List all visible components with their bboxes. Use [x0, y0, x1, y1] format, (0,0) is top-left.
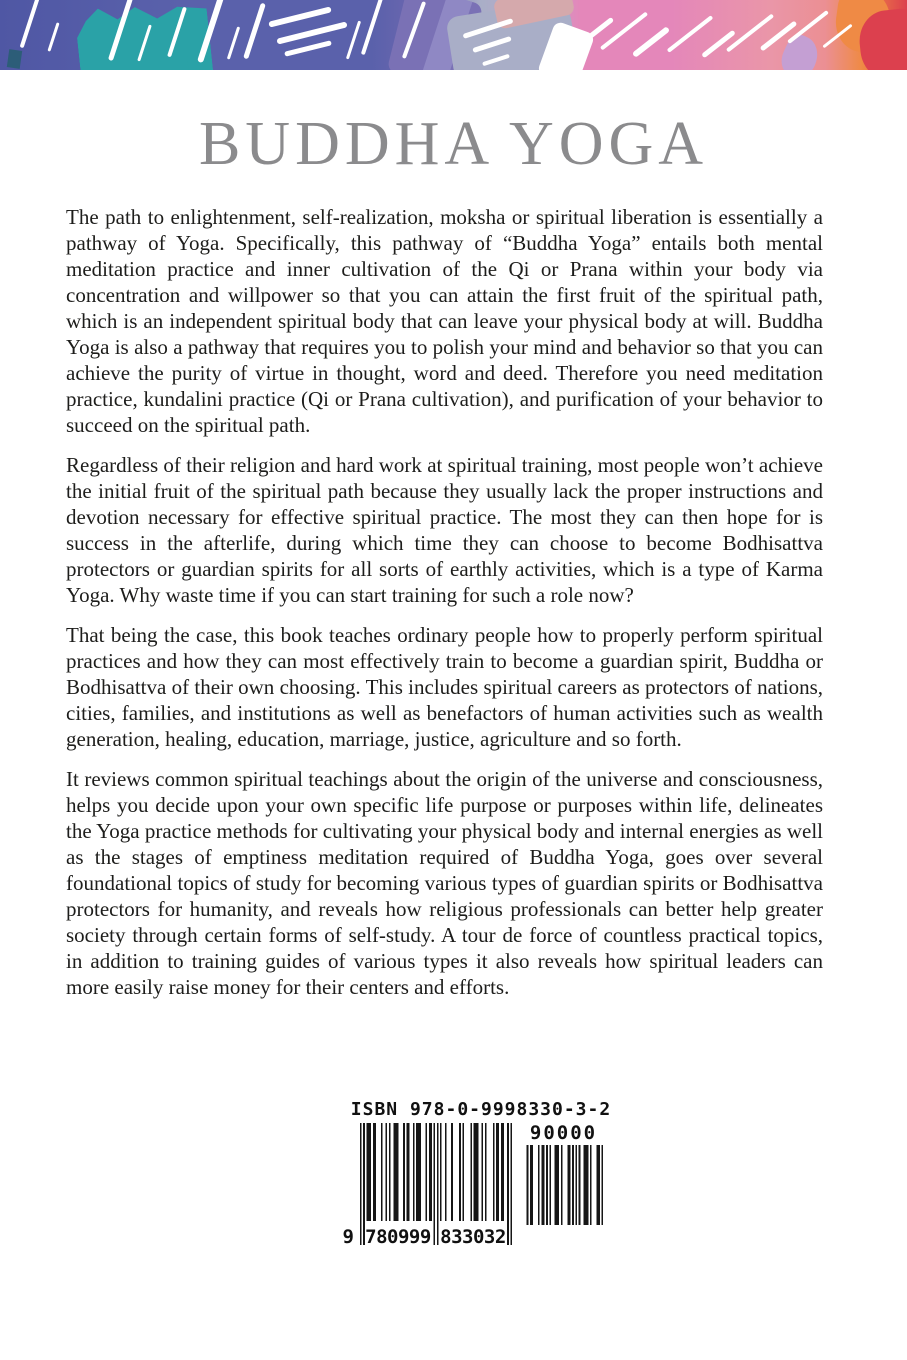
- paint-patch-navy: [7, 49, 22, 69]
- paint-streak: [361, 0, 383, 55]
- paragraph: That being the case, this book teaches ordinary people how to properly perform spiritual practices and how they can most effectively train to become a guardian spirit, Buddha or Bodhisattva of their own choosing. This includes spiritual careers as protectors of nations, cities, families, and institutions as well as benefactors of human activities such as wealth generation, healing, education, marriage, justice, agriculture and so forth.: [66, 623, 823, 752]
- paint-patch-lavender: [776, 31, 825, 70]
- paragraph: The path to enlightenment, self-realization, moksha or spiritual liberation is essentially a pathway of Yoga. Specifically, this pathway of “Buddha Yoga” entails both mental meditation practice and inner cultivation of the Qi or Prana within your body via concentration and willpower so that you can attain the first fruit of the spiritual path, which is an independent spiritual body that can leave your physical body at will. Buddha Yoga is also a pathway that requires you to polish your mind and behavior so that you can achieve the purity of virtue in thought, word and deed. Therefore you need meditation practice, kundalini practice (Qi or Prana cultivation), and purification of your behavior to succeed on the spiritual path.: [66, 205, 823, 438]
- ean5-bars: [525, 1145, 603, 1225]
- barcode-row: [340, 1122, 622, 1248]
- paint-streak: [20, 0, 41, 48]
- back-cover-description: [66, 204, 823, 1000]
- paint-streak: [268, 6, 332, 27]
- paint-streak: [284, 40, 332, 56]
- paint-streak: [346, 21, 361, 60]
- brushstroke-artwork: [0, 0, 907, 70]
- paint-streak: [632, 26, 670, 58]
- ean13-digit-group1: 780999: [365, 1226, 431, 1248]
- book-title: BUDDHA YOGA: [198, 110, 709, 178]
- paint-streak: [276, 21, 347, 44]
- paint-drip: [149, 52, 161, 70]
- ean13-digit-first: 9: [342, 1226, 354, 1248]
- isbn-number: ISBN 978-0-9998330-3-2: [350, 1099, 612, 1120]
- paragraph: Regardless of their religion and hard work at spiritual training, most people won’t achieve the initial fruit of the spiritual path because they usually lack the proper instructions and devotion necessary for effective spiritual practice. The most they can then hope for is success in the afterlife, during which time they can choose to become Bodhisattva protectors or guardian spirits for all sorts of earthly activities, which is a type of Karma Yoga. Why waste time if you can start training for such a role now?: [66, 453, 823, 608]
- isbn-barcode-block: [340, 1099, 622, 1248]
- paint-streak: [47, 22, 59, 51]
- paint-streak: [243, 3, 266, 60]
- paragraph: It reviews common spiritual teachings about the origin of the universe and consciousness, helps you decide upon your own specific life purpose or purposes within life, delineates the Yoga practice methods for cultivating your physical body and internal energies as well as the stages of emptiness meditation required of Buddha Yoga, goes over several foundational topics of study for becoming various types of guardian spirits or Bodhisattva protectors for humanity, and reveals how religious professionals can better help greater society through certain forms of self-study. A tour de force of countless practical topics, in addition to training guides of various types it also reveals how spiritual leaders can more easily raise money for their centers and efforts.: [66, 767, 823, 1000]
- ean13-barcode: [342, 1123, 512, 1248]
- paint-streak: [227, 26, 240, 59]
- paint-streak: [667, 15, 714, 53]
- ean5-supplement: [525, 1123, 603, 1225]
- ean13-digits: [342, 1226, 512, 1248]
- supplement-price-code: 90000: [529, 1122, 598, 1144]
- ean13-digit-group2: 833032: [440, 1226, 506, 1248]
